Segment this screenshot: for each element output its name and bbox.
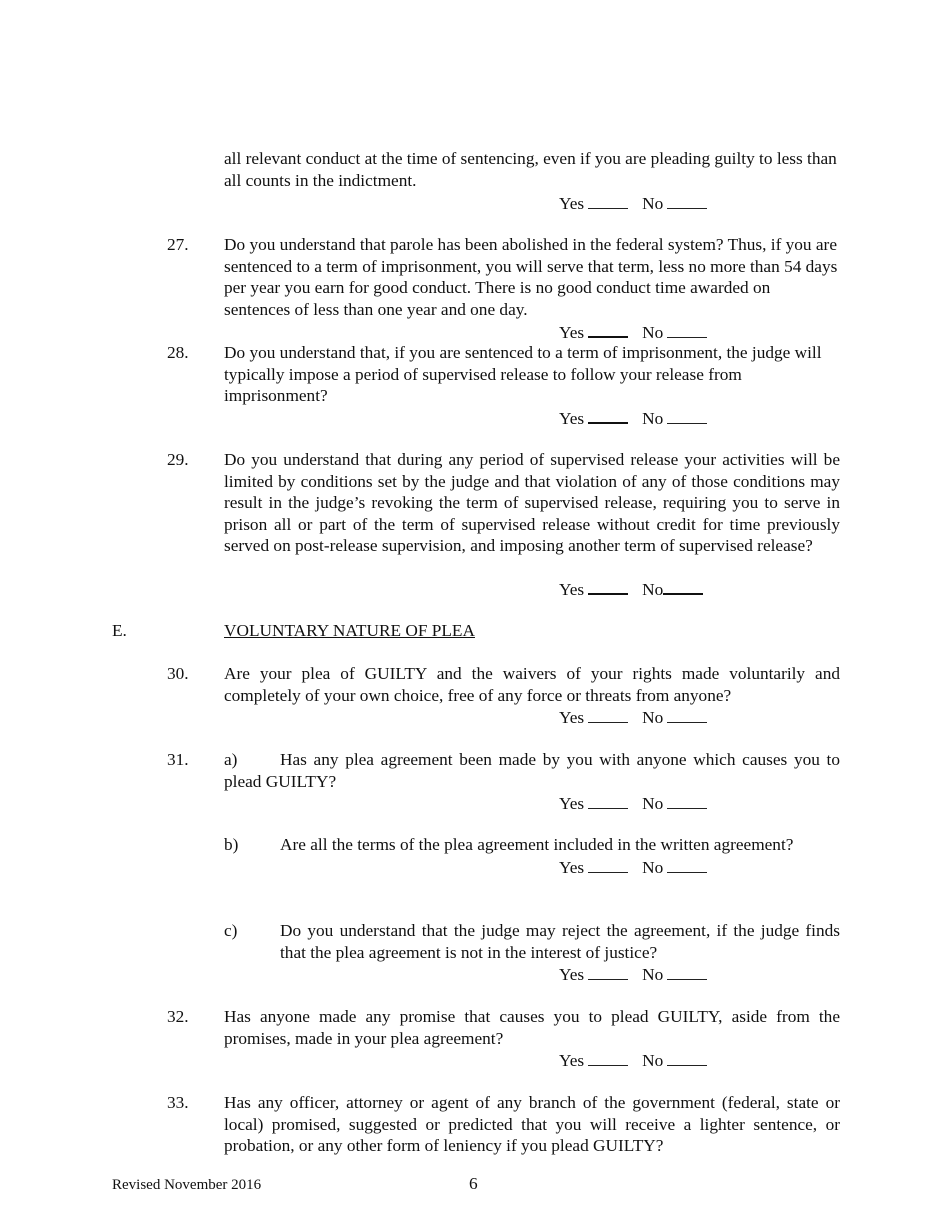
no-blank[interactable] — [667, 407, 707, 424]
question-number-31: 31. — [167, 750, 189, 769]
no-label: No — [642, 323, 664, 342]
yes-blank[interactable] — [588, 577, 628, 595]
yes-blank[interactable] — [588, 706, 628, 723]
page-number: 6 — [469, 1174, 478, 1193]
yes-blank[interactable] — [588, 192, 628, 209]
no-label: No — [642, 708, 664, 727]
question-number-33: 33. — [167, 1093, 189, 1112]
no-label: No — [642, 858, 664, 877]
yes-no-answer-30 — [559, 706, 707, 729]
section-letter: E. — [112, 621, 127, 640]
yes-no-answer-31c — [559, 963, 707, 986]
no-label: No — [642, 194, 664, 213]
yes-no-answer-31a — [559, 792, 707, 815]
question-text-31a — [224, 749, 840, 792]
question-text-33: Has any officer, attorney or agent of any branch of the government (federal, state or local) promised, suggested or predicted that you will receive a lighter sentence, or probation, or any other form of leniency if you plead GUILTY? — [224, 1093, 840, 1155]
no-label: No — [642, 965, 664, 984]
yes-blank[interactable] — [588, 320, 628, 338]
footer-revised: Revised November 2016 — [112, 1177, 262, 1193]
no-label: No — [642, 580, 664, 599]
no-blank[interactable] — [667, 856, 707, 873]
yes-label: Yes — [559, 708, 585, 727]
yes-label: Yes — [559, 323, 585, 342]
question-number-30: 30. — [167, 664, 189, 683]
no-blank[interactable] — [663, 577, 703, 595]
yes-blank[interactable] — [588, 792, 628, 809]
question-text-30: Are your plea of GUILTY and the waivers of your rights made voluntarily and completely of your own choice, free of any force or threats from anyone? — [224, 664, 840, 705]
no-label: No — [642, 409, 664, 428]
no-blank[interactable] — [667, 963, 707, 980]
yes-label: Yes — [559, 409, 585, 428]
question-text-32: Has anyone made any promise that causes you to plead GUILTY, aside from the promises, made in your plea agreement? — [224, 1007, 840, 1048]
continuation-text: all relevant conduct at the time of sentencing, even if you are pleading guilty to less than all counts in the indictment. — [224, 149, 837, 190]
question-text-29: Do you understand that during any period of supervised release your activities will be limited by conditions set by the judge and that violation of any of those conditions may result in the judge’s revoking the term of supervised release, requiring you to serve in prison all or part of the term of supervised release without credit for time previously served on post-release supervision, and imposing another term of supervised release? — [224, 450, 840, 555]
yes-label: Yes — [559, 858, 585, 877]
yes-no-answer-29 — [559, 577, 703, 601]
question-number-27: 27. — [167, 235, 189, 254]
yes-no-answer-27 — [559, 320, 707, 344]
yes-blank[interactable] — [588, 406, 628, 424]
yes-label: Yes — [559, 580, 585, 599]
no-blank[interactable] — [667, 792, 707, 809]
yes-label: Yes — [559, 794, 585, 813]
subquestion-label-a: a) — [224, 750, 238, 769]
no-blank[interactable] — [667, 1049, 707, 1066]
no-label: No — [642, 794, 664, 813]
subquestion-b-text: Are all the terms of the plea agreement included in the written agreement? — [280, 835, 794, 854]
subquestion-label-c: c) — [224, 921, 238, 940]
yes-blank[interactable] — [588, 1049, 628, 1066]
yes-no-answer-31b — [559, 856, 707, 879]
subquestion-c-text: Do you understand that the judge may reject the agreement, if the judge finds that the plea agreement is not in the interest of justice? — [280, 921, 840, 962]
no-label: No — [642, 1051, 664, 1070]
yes-no-answer-26 — [559, 192, 707, 215]
question-number-28: 28. — [167, 343, 189, 362]
subquestion-a-text: Has any plea agreement been made by you with anyone which causes you to plead GUILTY? — [224, 750, 840, 791]
no-blank[interactable] — [667, 321, 707, 338]
no-blank[interactable] — [667, 192, 707, 209]
yes-blank[interactable] — [588, 856, 628, 873]
subquestion-label-b: b) — [224, 835, 239, 854]
section-title: VOLUNTARY NATURE OF PLEA — [224, 621, 475, 640]
yes-no-answer-28 — [559, 406, 707, 430]
yes-no-answer-32 — [559, 1049, 707, 1072]
question-text-28: Do you understand that, if you are sentenced to a term of imprisonment, the judge will typically impose a period of supervised release to follow your release from imprisonment? — [224, 343, 822, 405]
yes-label: Yes — [559, 1051, 585, 1070]
question-number-32: 32. — [167, 1007, 189, 1026]
yes-label: Yes — [559, 965, 585, 984]
yes-blank[interactable] — [588, 963, 628, 980]
question-text-27: Do you understand that parole has been abolished in the federal system? Thus, if you are sentenced to a term of imprisonment, you will serve that term, less no more than 54 days per year you earn for good conduct. There is no good conduct time awarded on sentences of less than one year and one day. — [224, 235, 838, 319]
no-blank[interactable] — [667, 706, 707, 723]
yes-label: Yes — [559, 194, 585, 213]
question-number-29: 29. — [167, 450, 189, 469]
